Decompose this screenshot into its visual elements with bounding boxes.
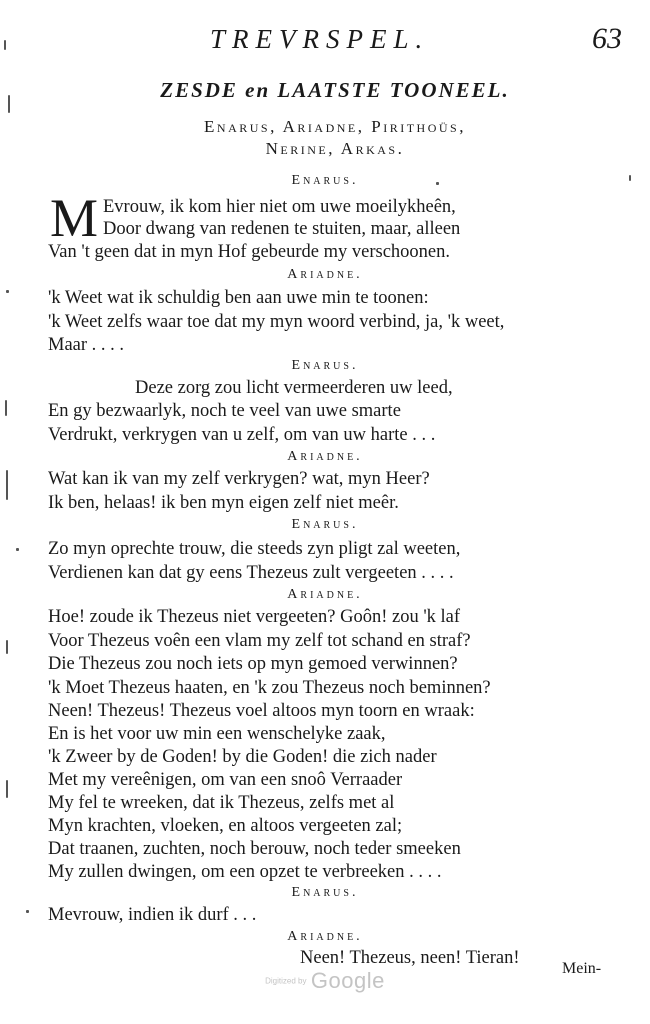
- verse-line: Van 't geen dat in myn Hof gebeurde my verschoonen.: [48, 242, 450, 262]
- cast-line: Nerine, Arkas.: [265, 139, 405, 158]
- running-head: [0, 22, 650, 62]
- drop-cap-initial: M: [50, 188, 99, 248]
- watermark-brand: Google: [310, 968, 385, 993]
- verse-line: Myn krachten, vloeken, en altoos vergeeten zal;: [48, 816, 403, 836]
- verse-line: 'k Weet zelfs waar toe dat my myn woord verbind, ja, 'k weet,: [48, 312, 505, 332]
- verse-line: My fel te wreeken, dat ik Thezeus, zelfs met al: [48, 793, 395, 813]
- verse-line: Dat traanen, zuchten, noch berouw, noch teder smeeken: [48, 839, 461, 859]
- scene-title: ZESDE en LAATSTE TOONEEL.: [160, 78, 510, 102]
- verse-line: Deze zorg zou licht vermeerderen uw leed,: [135, 378, 453, 398]
- verse-line: En gy bezwaarlyk, noch te veel van uwe smarte: [48, 401, 401, 421]
- speaker-label: Ariadne.: [287, 929, 363, 944]
- verse-line: Die Thezeus zou noch iets op myn gemoed verwinnen?: [48, 654, 458, 674]
- scan-mark: [6, 290, 9, 293]
- speaker-label: Ariadne.: [287, 449, 363, 464]
- speaker-label: Ariadne.: [287, 587, 363, 602]
- verse-line: Wat kan ik van my zelf verkrygen? wat, myn Heer?: [48, 469, 430, 489]
- catchword: Mein-: [562, 960, 602, 977]
- scan-mark: [6, 470, 8, 500]
- verse-line: Mevrouw, indien ik durf . . .: [48, 905, 257, 925]
- speaker-label: Enarus.: [291, 358, 359, 373]
- scan-mark: [6, 640, 8, 654]
- running-title: TREVRSPEL.: [210, 24, 430, 54]
- scan-mark: [4, 40, 6, 50]
- scan-mark: [629, 175, 631, 181]
- speaker-label: Enarus.: [291, 173, 359, 188]
- verse-line: Evrouw, ik kom hier niet om uwe moeilykheên,: [103, 197, 456, 217]
- scan-mark: [6, 780, 8, 798]
- verse-line: Verdienen kan dat gy eens Thezeus zult vergeeten . . . .: [48, 563, 454, 583]
- verse-line: Ik ben, helaas! ik ben myn eigen zelf niet meêr.: [48, 493, 399, 513]
- verse-line: Neen! Thezeus! Thezeus voel altoos myn toorn en wraak:: [48, 701, 475, 721]
- cast-list: [0, 116, 650, 160]
- verse-line: My zullen dwingen, om een opzet te verbreeken . . . .: [48, 862, 442, 882]
- verse-line: 'k Weet wat ik schuldig ben aan uwe min te toonen:: [48, 288, 429, 308]
- verse-line: Maar . . . .: [48, 335, 125, 355]
- digitized-watermark: [0, 968, 650, 994]
- speaker-label: Enarus.: [291, 885, 359, 900]
- verse-line: Neen! Thezeus, neen! Tieran!: [300, 948, 520, 968]
- verse-line: Hoe! zoude ik Thezeus niet vergeeten? Goôn! zou 'k laf: [48, 607, 461, 627]
- page-number: 63: [592, 22, 622, 55]
- scan-mark: [26, 910, 29, 913]
- watermark-prefix: Digitized by: [265, 976, 307, 986]
- verse-line: En is het voor uw min een wenschelyke zaak,: [48, 724, 386, 744]
- scan-mark: [436, 182, 439, 185]
- verse-line: Verdrukt, verkrygen van u zelf, om van uw harte . . .: [48, 425, 436, 445]
- verse-line: 'k Moet Thezeus haaten, en 'k zou Thezeus noch beminnen?: [48, 678, 491, 698]
- verse-line: Door dwang van redenen te stuiten, maar, alleen: [103, 219, 461, 239]
- verse-line: Voor Thezeus voên een vlam my zelf tot schand en straf?: [48, 631, 471, 651]
- verse-line: Zo myn oprechte trouw, die steeds zyn pligt zal weeten,: [48, 539, 461, 559]
- cast-line: Enarus, Ariadne, Pirithoüs,: [204, 117, 466, 136]
- verse-line: Met my vereênigen, om van een snoô Verraader: [48, 770, 403, 790]
- verse-line: 'k Zweer by de Goden! by die Goden! die zich nader: [48, 747, 437, 767]
- speaker-label: Ariadne.: [287, 267, 363, 282]
- scan-mark: [8, 95, 10, 113]
- scan-mark: [5, 400, 7, 416]
- speaker-label: Enarus.: [291, 517, 359, 532]
- scan-mark: [16, 548, 19, 551]
